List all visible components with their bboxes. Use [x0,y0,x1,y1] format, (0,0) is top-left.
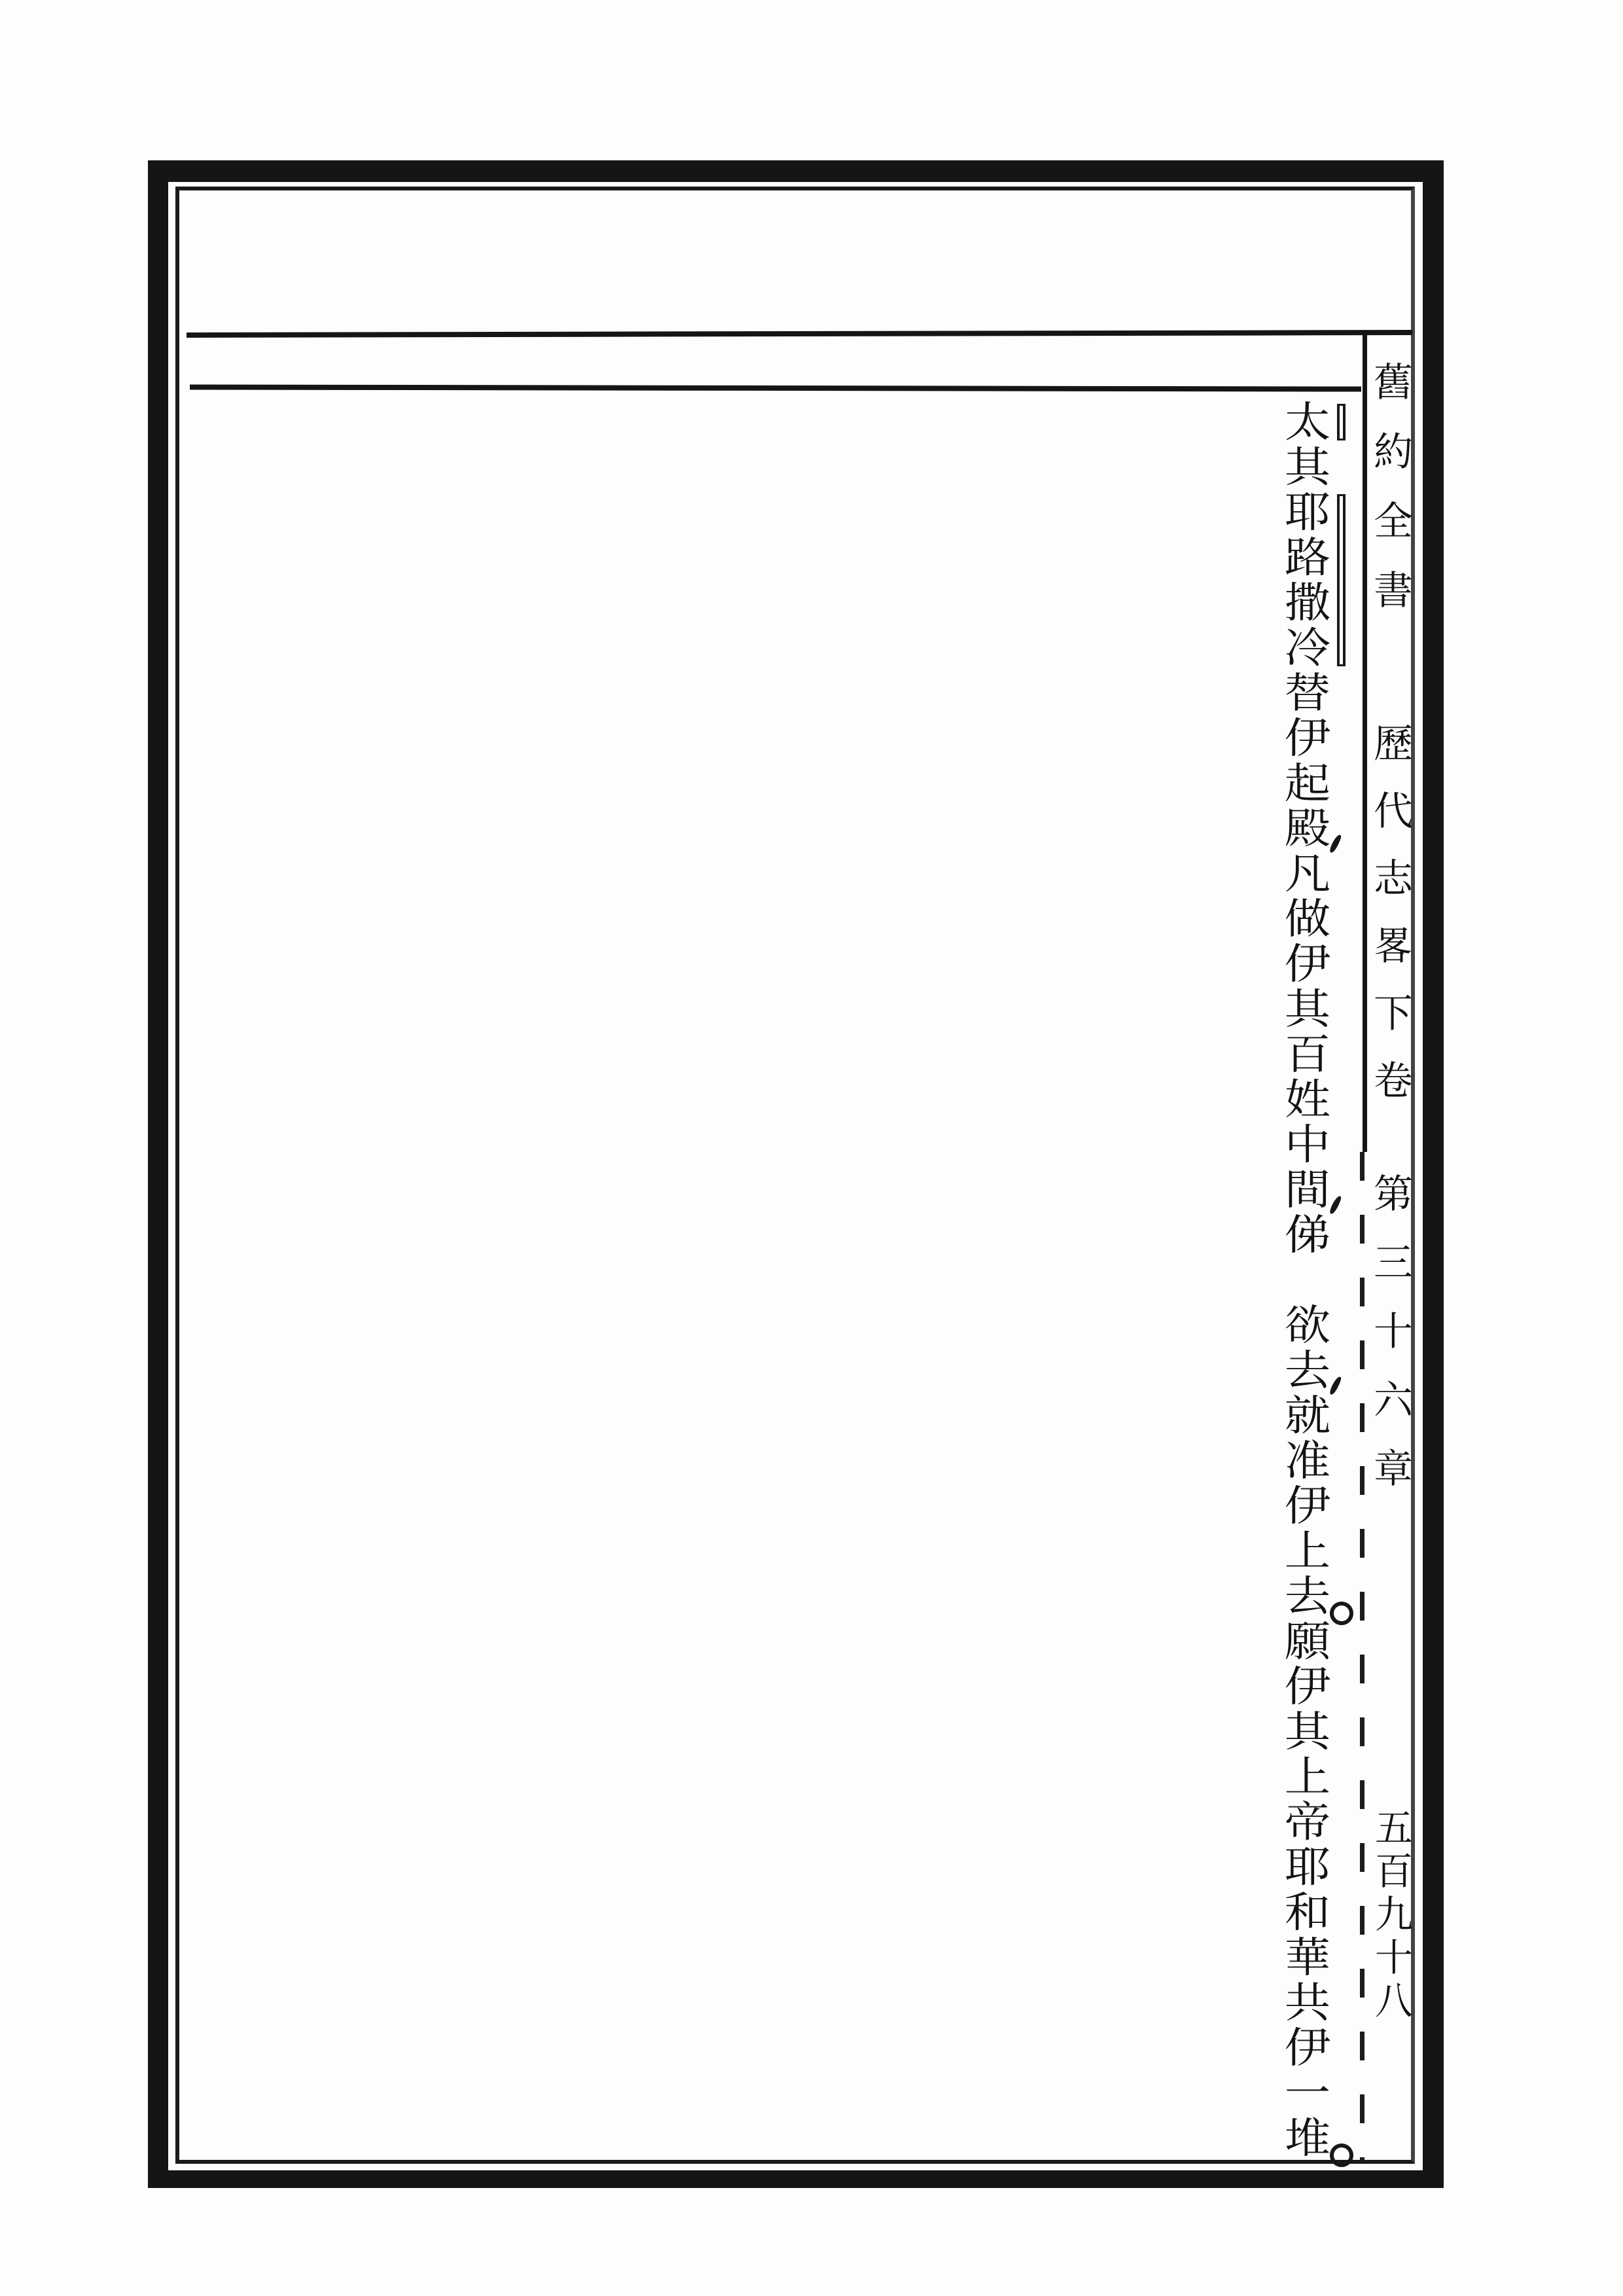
body-char: 願 [1284,1619,1331,1665]
body-char: 起 [1284,761,1331,807]
section-title: 歷代志畧下卷 [1368,723,1412,1127]
frame-border-top [148,160,1444,182]
body-char: 上 [1284,1528,1331,1575]
body-char: 就 [1284,1393,1331,1439]
body-char: 做 [1284,896,1331,942]
body-char: 帝 [1284,1799,1331,1846]
body-char: 其 [1284,1709,1331,1755]
body-char: 欲 [1284,1302,1331,1349]
body-char: 替 [1284,670,1331,717]
body-char: 撒 [1284,580,1331,626]
body-char: 其 [1284,444,1331,491]
body-char: 伊 [1284,1483,1331,1530]
punctuation-period-mark [1330,2144,1353,2167]
proper-noun-mark [1337,494,1346,666]
body-char: 去 [1284,1573,1331,1620]
body-char: 伊 [1284,1664,1331,1710]
body-char: 耶 [1284,490,1331,536]
body-char: 間 [1284,1167,1331,1213]
body-char: 姓 [1284,1077,1331,1123]
proper-noun-mark [1337,404,1346,440]
body-char: 俤 [1284,1212,1331,1259]
body-char: 一 [1284,2070,1331,2117]
chapter-title: 第三十六章 [1368,1173,1412,1516]
body-char: 去 [1284,1348,1331,1394]
body-char: 堆 [1284,2115,1331,2162]
body-char: 殿 [1284,806,1331,852]
body-char: 華 [1284,1935,1331,1981]
body-char: 𠆧 [1289,1257,1326,1304]
book-title: 舊約全書 [1368,361,1412,639]
body-char: 准 [1284,1438,1331,1484]
body-char: 路 [1284,535,1331,581]
body-char: 其 [1284,986,1331,1033]
body-char: 凡 [1284,851,1331,897]
margin-column-rule-worn [1360,1152,1364,2160]
body-char: 和 [1284,1890,1331,1936]
frame-border-left [148,160,168,2188]
body-char: 上 [1284,1754,1331,1801]
body-char: 百 [1284,1031,1331,1078]
body-char: 冷 [1284,625,1331,672]
frame-border-bottom [148,2170,1444,2188]
body-char: 伊 [1284,941,1331,988]
body-char: 太 [1284,399,1331,446]
page-number: 五百九十八 [1369,1808,1412,2024]
frame-inner-line [175,187,1415,2164]
body-char: 伊 [1284,2025,1331,2072]
body-char: 耶 [1284,1844,1331,1891]
body-char: 共 [1284,1980,1331,2026]
body-char: 伊 [1284,715,1331,762]
body-char: 中 [1284,1122,1331,1168]
frame-border-right [1423,160,1444,2188]
